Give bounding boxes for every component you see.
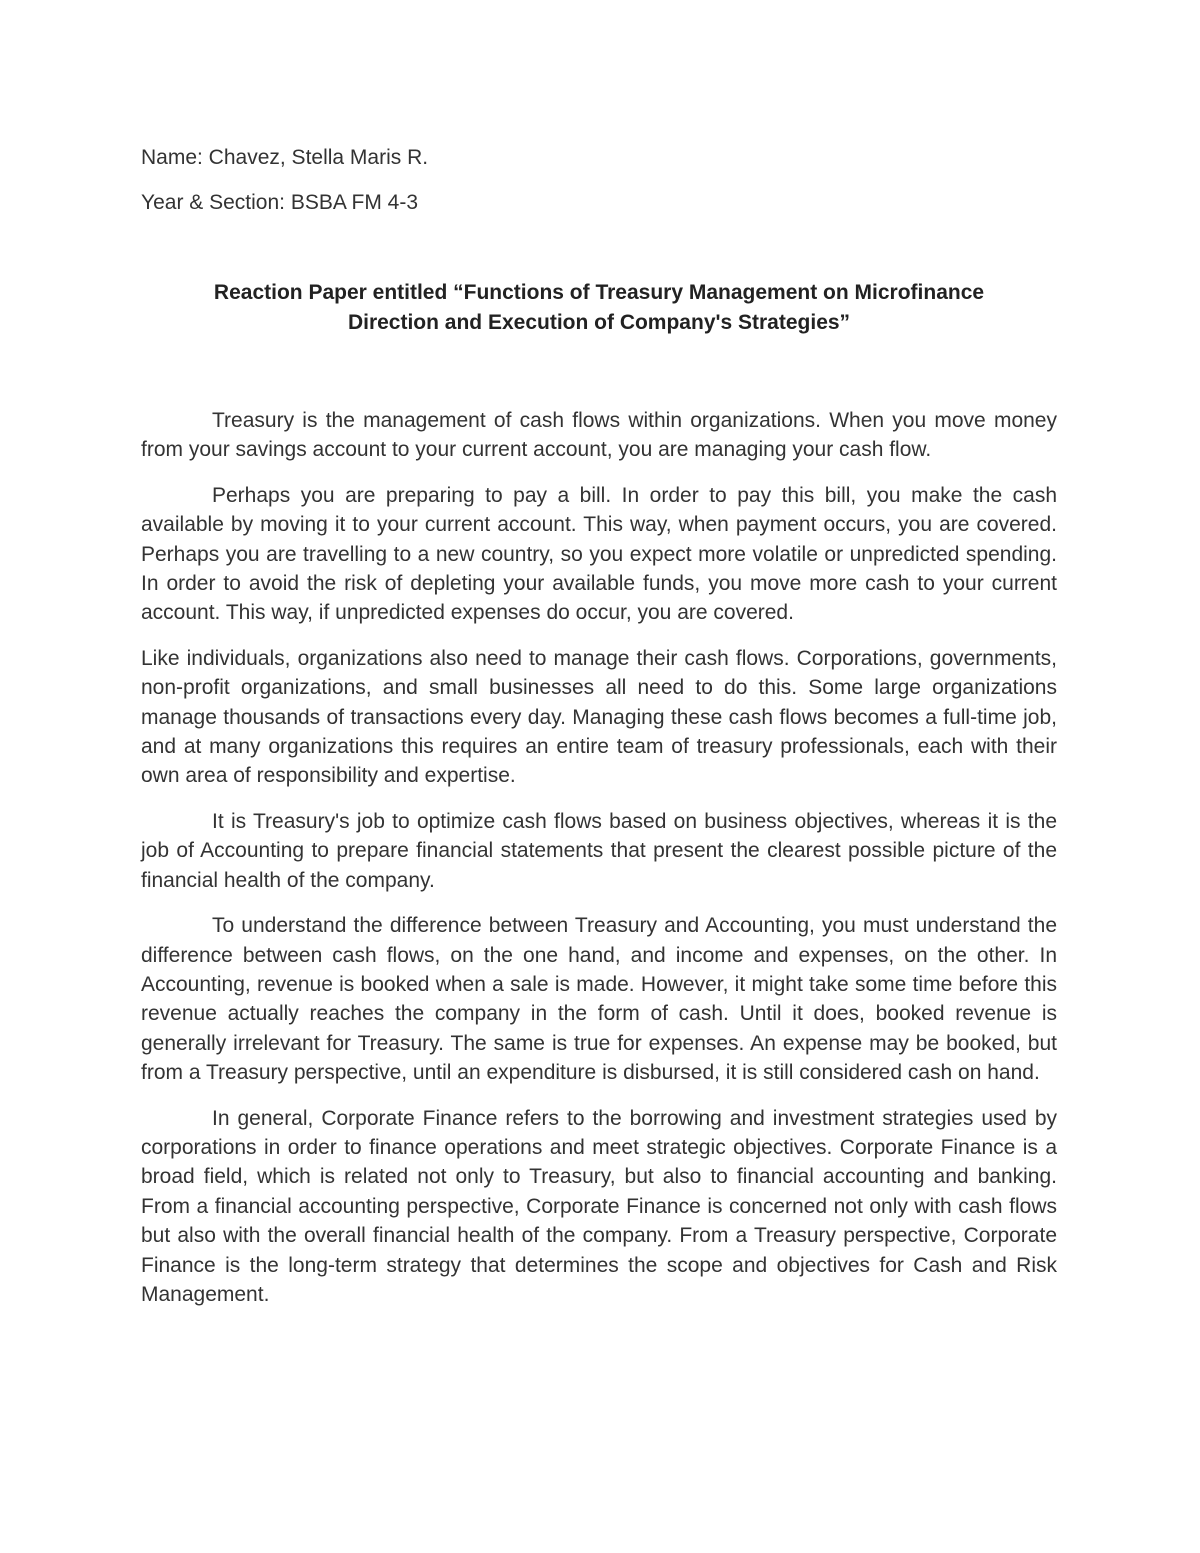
paper-title	[141, 278, 1057, 338]
paragraph-6: In general, Corporate Finance refers to the borrowing and investment strategies used by corporations in order to finance operations and meet strategic objectives. Corporate Finance is a broad field, which is related not only to Treasury, but also to financial accounting and banking. From a financial accounting perspective, Corporate Finance is concerned not only with cash flows but also with the overall financial health of the company. From a Treasury perspective, Corporate Finance is the long-term strategy that determines the scope and objectives for Cash and Risk Management.	[141, 1106, 1057, 1306]
paragraph-1: Treasury is the management of cash flows within organizations. When you move money from your savings account to your current account, you are managing your cash flow.	[141, 409, 1057, 462]
paragraph-2: Perhaps you are preparing to pay a bill. In order to pay this bill, you make the cash available by moving it to your current account. This way, when payment occurs, you are covered. Perhaps you are travelling to a new country, so you expect more volatile or unpredicted spending. In order to avoid the risk of depleting your available funds, you move more cash to your current account. This way, if unpredicted expenses do occur, you are covered.	[141, 483, 1057, 625]
paper-title-line-1: Reaction Paper entitled “Functions of Treasury Management on Microfinance	[213, 281, 985, 304]
student-name: Name: Chavez, Stella Maris R.	[141, 146, 429, 169]
paragraph-4: It is Treasury's job to optimize cash flows based on business objectives, whereas it is the job of Accounting to prepare financial statements that present the clearest possible picture of the financial health of the company.	[141, 809, 1057, 892]
paper-body	[141, 406, 1057, 1309]
paragraph-5: To understand the difference between Treasury and Accounting, you must understand the difference between cash flows, on the one hand, and income and expenses, on the other. In Accounting, revenue is booked when a sale is made. However, it might take some time before this revenue actually reaches the company in the form of cash. Until it does, booked revenue is generally irrelevant for Treasury. The same is true for expenses. An expense may be booked, but from a Treasury perspective, until an expenditure is disbursed, it is still considered cash on hand.	[141, 914, 1057, 1085]
document-content	[141, 143, 1057, 1325]
paragraph-3: Like individuals, organizations also need to manage their cash flows. Corporations, governments, non-profit organizations, and small businesses all need to do this. Some large organizations manage thousands of transactions every day. Managing these cash flows becomes a full-time job, and at many organizations this requires an entire team of treasury professionals, each with their own area of responsibility and expertise.	[141, 646, 1057, 788]
paper-title-line-2: Direction and Execution of Company's Strategies”	[347, 311, 851, 334]
year-section: Year & Section: BSBA FM 4-3	[141, 191, 419, 214]
